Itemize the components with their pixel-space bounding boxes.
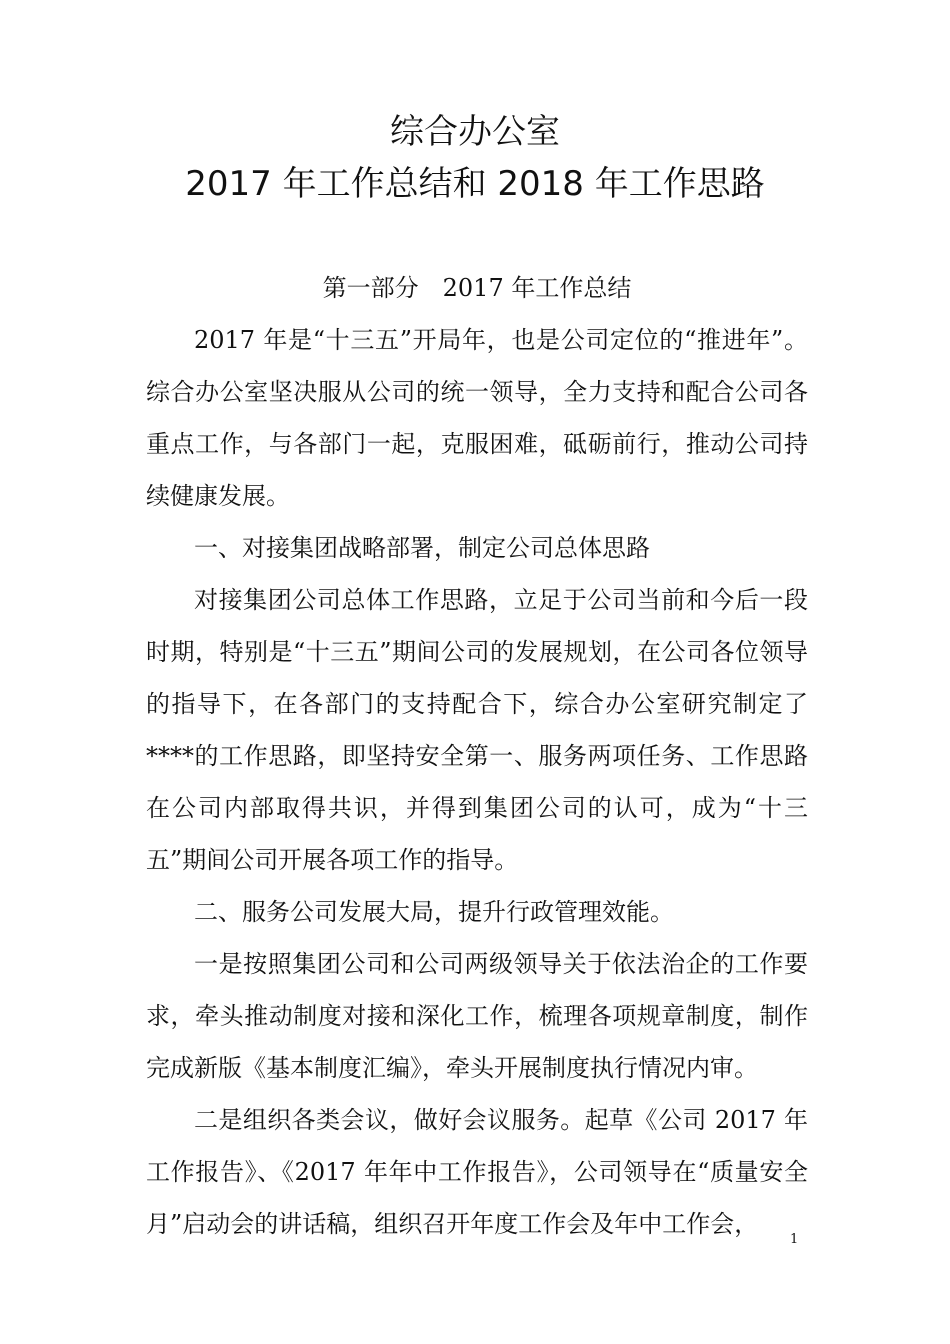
- document-title-line2: 2017 年工作总结和 2018 年工作思路: [185, 164, 765, 204]
- paragraph-strategy: 对接集团公司总体工作思路，立足于公司当前和今后一段时期，特别是“十三五”期间公司的发展规划，在公司各位领导的指导下，在各部门的支持配合下，综合办公室研究制定了****的工作思路，即坚持安全第一、服务两项任务、工作思路在公司内部取得共识，并得到集团公司的认可，成为“十三五”期间公司开展各项工作的指导。: [146, 586, 808, 874]
- paragraph-item-two: 二是组织各类会议，做好会议服务。起草《公司 2017 年工作报告》、《2017 年年中工作报告》，公司领导在“质量安全月”启动会的讲话稿，组织召开年度工作会及年中工作会，: [146, 1106, 808, 1238]
- document-title-line1: 综合办公室: [390, 112, 560, 152]
- page-number: 1: [790, 1232, 799, 1247]
- section-heading: 第一部分 2017 年工作总结: [322, 274, 632, 302]
- heading-two: 二、服务公司发展大局，提升行政管理效能。: [194, 898, 674, 926]
- heading-one: 一、对接集团战略部署，制定公司总体思路: [194, 534, 650, 562]
- document-body: [146, 314, 808, 1250]
- paragraph-item-one: 一是按照集团公司和公司两级领导关于依法治企的工作要求，牵头推动制度对接和深化工作，梳理各项规章制度，制作完成新版《基本制度汇编》，牵头开展制度执行情况内审。: [146, 950, 808, 1082]
- paragraph-intro: 2017 年是“十三五”开局年，也是公司定位的“推进年”。综合办公室坚决服从公司的统一领导，全力支持和配合公司各重点工作，与各部门一起，克服困难，砥砺前行，推动公司持续健康发展。: [146, 326, 808, 510]
